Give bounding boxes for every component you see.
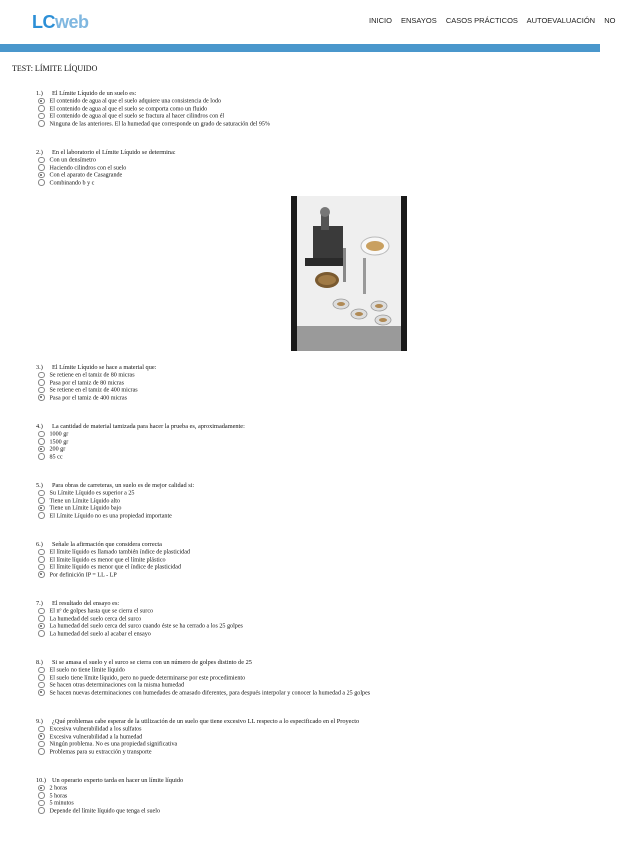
answer-label: Excesiva vulnerabilidad a los sulfatos [49, 726, 142, 733]
answer-option[interactable] [36, 121, 596, 129]
nav-no[interactable]: NO [604, 16, 616, 25]
answer-option[interactable] [36, 431, 596, 439]
answer-option[interactable] [36, 513, 596, 521]
question-7 [36, 600, 596, 638]
answer-option[interactable] [36, 98, 596, 106]
logo-web: web [55, 12, 89, 32]
radio-icon[interactable] [38, 726, 45, 733]
question-number: 2.) [36, 149, 43, 156]
answer-option[interactable] [36, 675, 596, 683]
nav-inicio[interactable]: INICIO [369, 16, 392, 25]
radio-icon[interactable] [38, 682, 45, 689]
answer-label: El límite líquido es menor que el índice de plasticidad [49, 564, 181, 571]
answer-option[interactable] [36, 623, 596, 631]
question-text [36, 423, 596, 431]
question-text [36, 659, 596, 667]
answer-option[interactable] [36, 372, 596, 380]
question-number: 4.) [36, 423, 43, 430]
answer-option[interactable] [36, 157, 596, 165]
question-prompt: ¿Qué problemas cabe esperar de la utilización de un suelo que tiene excesivo LL respecto a lo especificado en el Proyecto [52, 718, 360, 725]
answer-label: 1000 gr [49, 431, 69, 438]
radio-icon[interactable] [38, 630, 45, 637]
radio-selected-icon[interactable] [38, 785, 45, 792]
answer-option[interactable] [36, 505, 596, 513]
answer-option[interactable] [36, 387, 596, 395]
site-logo[interactable] [32, 12, 89, 33]
answer-label: Problemas para su extracción y transporte [49, 749, 152, 756]
radio-icon[interactable] [38, 105, 45, 112]
answer-label: El suelo no tiene límite líquido [49, 667, 125, 674]
answer-label: 1500 gr [49, 439, 69, 446]
radio-icon[interactable] [38, 120, 45, 127]
answer-option[interactable] [36, 564, 596, 572]
question-text [36, 90, 596, 98]
radio-icon[interactable] [38, 453, 45, 460]
question-text [36, 149, 596, 157]
question-text [36, 482, 596, 490]
answer-option[interactable] [36, 726, 596, 734]
answer-label: El nº de golpes hasta que se cierra el surco [49, 608, 154, 615]
answer-option[interactable] [36, 180, 596, 188]
question-2 [36, 149, 596, 187]
question-number: 5.) [36, 482, 43, 489]
radio-icon[interactable] [38, 792, 45, 799]
radio-icon[interactable] [38, 372, 45, 379]
radio-selected-icon[interactable] [38, 689, 45, 696]
answer-label: El contenido de agua al que el suelo adquiere una consistencia de lodo [49, 98, 222, 105]
radio-selected-icon[interactable] [38, 505, 45, 512]
answer-option[interactable] [36, 608, 596, 616]
question-text [36, 541, 596, 549]
answer-label: El límite líquido es menor que el límite plástico [49, 557, 166, 564]
radio-icon[interactable] [38, 157, 45, 164]
answer-option[interactable] [36, 172, 596, 180]
question-number: 1.) [36, 90, 43, 97]
site-header [0, 0, 616, 44]
question-text [36, 600, 596, 608]
answer-option[interactable] [36, 549, 596, 557]
question-prompt: En el laboratorio el Límite Líquido se determina: [52, 149, 176, 156]
radio-icon[interactable] [38, 387, 45, 394]
answer-option[interactable] [36, 498, 596, 506]
question-number: 8.) [36, 659, 43, 666]
question-number: 3.) [36, 364, 43, 371]
radio-icon[interactable] [38, 113, 45, 120]
answer-label: Se retiene en el tamiz de 80 micras [49, 372, 135, 379]
answer-label: Su Límite Líquido es superior a 25 [49, 490, 135, 497]
question-5 [36, 482, 596, 520]
question-number: 9.) [36, 718, 43, 725]
answer-label: 200 gr [49, 446, 66, 453]
radio-selected-icon[interactable] [38, 446, 45, 453]
radio-icon[interactable] [38, 431, 45, 438]
question-4 [36, 423, 596, 461]
answer-option[interactable] [36, 454, 596, 462]
question-prompt: Para obras de carreteras, un suelo es de mejor calidad si: [52, 482, 195, 489]
radio-selected-icon[interactable] [38, 98, 45, 105]
question-number: 6.) [36, 541, 43, 548]
answer-label: El suelo tiene límite líquido, pero no puede determinarse por este procedimiento [49, 675, 246, 682]
answer-label: El Límite Líquido no es una propiedad importante [49, 513, 172, 520]
answer-label: 5 horas [49, 793, 68, 800]
answer-option[interactable] [36, 741, 596, 749]
question-prompt: Señale la afirmación que considera correcta [52, 541, 162, 548]
radio-icon[interactable] [38, 512, 45, 519]
question-prompt: Si se amasa el suelo y el surco se cierra con un número de golpes distinto de 25 [52, 659, 252, 666]
answer-label: La humedad del suelo al acabar el ensayo [49, 631, 151, 638]
radio-icon[interactable] [38, 179, 45, 186]
answer-label: Tiene un Límite Líquido alto [49, 498, 121, 505]
nav-ensayos[interactable]: ENSAYOS [401, 16, 437, 25]
answer-label: El contenido de agua al que el suelo se fractura al hacer cilindros con él [49, 113, 225, 120]
radio-icon[interactable] [38, 490, 45, 497]
answer-label: Con un densímetro [49, 157, 96, 164]
casagrande-apparatus-photo [291, 196, 407, 351]
answer-option[interactable] [36, 113, 596, 121]
answer-option[interactable] [36, 572, 596, 580]
answer-label: Ningún problema. No es una propiedad significativa [49, 741, 178, 748]
answer-label: Con el aparato de Casagrande [49, 172, 123, 179]
header-divider-bar [0, 44, 600, 52]
question-9 [36, 718, 596, 756]
radio-icon[interactable] [38, 549, 45, 556]
nav-casos-practicos[interactable]: CASOS PRÁCTICOS [445, 16, 518, 25]
answer-label: Excesiva vulnerabilidad a la humedad [49, 734, 143, 741]
radio-selected-icon[interactable] [38, 172, 45, 179]
answer-option[interactable] [36, 446, 596, 454]
answer-label: Combinando b y c [49, 180, 95, 187]
answer-option[interactable] [36, 490, 596, 498]
answer-option[interactable] [36, 734, 596, 742]
question-6 [36, 541, 596, 579]
answer-label: 85 cc [49, 454, 63, 461]
radio-icon[interactable] [38, 741, 45, 748]
answer-label: Tiene un Límite Líquido bajo [49, 505, 122, 512]
answer-label: El contenido de agua al que el suelo se comporta como un fluido [49, 106, 208, 113]
answer-option[interactable] [36, 808, 596, 816]
radio-icon[interactable] [38, 497, 45, 504]
question-10 [36, 777, 596, 815]
radio-icon[interactable] [38, 674, 45, 681]
radio-icon[interactable] [38, 556, 45, 563]
answer-option[interactable] [36, 380, 596, 388]
answer-option[interactable] [36, 616, 596, 624]
question-text [36, 777, 596, 785]
answer-option[interactable] [36, 106, 596, 114]
answer-option[interactable] [36, 749, 596, 757]
answer-label: Se hacen nuevas determinaciones con humedades de amasado diferentes, para después interpolar y conocer la humedad a 25 golpes [49, 690, 371, 697]
radio-icon[interactable] [38, 608, 45, 615]
question-1 [36, 90, 596, 128]
answer-option[interactable] [36, 785, 596, 793]
answer-option[interactable] [36, 631, 596, 639]
radio-icon[interactable] [38, 379, 45, 386]
answer-label: Por definición IP = LL - LP [49, 572, 117, 579]
answer-label: 5 minutos [49, 800, 74, 807]
apparatus-illustration [291, 196, 407, 351]
radio-icon[interactable] [38, 800, 45, 807]
radio-icon[interactable] [38, 667, 45, 674]
radio-icon[interactable] [38, 748, 45, 755]
question-8 [36, 659, 596, 697]
answer-option[interactable] [36, 667, 596, 675]
radio-icon[interactable] [38, 807, 45, 814]
radio-icon[interactable] [38, 164, 45, 171]
nav-autoevaluacion[interactable]: AUTOEVALUACIÓN [526, 16, 596, 25]
radio-selected-icon[interactable] [38, 733, 45, 740]
question-prompt: El resultado del ensayo es: [52, 600, 120, 607]
question-number: 10.) [36, 777, 46, 784]
question-prompt: El Límite Líquido de un suelo es: [52, 90, 137, 97]
answer-label: Pasa por el tamiz de 80 micras [49, 380, 124, 387]
answer-option[interactable] [36, 793, 596, 801]
answer-option[interactable] [36, 800, 596, 808]
answer-option[interactable] [36, 682, 596, 690]
radio-icon[interactable] [38, 615, 45, 622]
answer-label: La humedad del suelo cerca del surco cuando éste se ha cerrado a los 25 golpes [49, 623, 243, 630]
radio-icon[interactable] [38, 438, 45, 445]
answer-label: Ninguna de las anteriores. El la humedad que corresponde un grado de saturación del 95% [49, 121, 270, 128]
logo-lc: LC [32, 12, 55, 32]
answer-option[interactable] [36, 557, 596, 565]
answer-label: Pasa por el tamiz de 400 micras [49, 395, 128, 402]
main-nav [369, 16, 622, 25]
answer-label: Depende del límite líquido que tenga el suelo [49, 808, 161, 815]
question-text [36, 718, 596, 726]
answer-option[interactable] [36, 395, 596, 403]
question-3 [36, 364, 596, 402]
answer-option[interactable] [36, 165, 596, 173]
radio-selected-icon[interactable] [38, 571, 45, 578]
answer-label: 2 horas [49, 785, 68, 792]
answer-option[interactable] [36, 690, 596, 698]
answer-label: La humedad del suelo cerca del surco [49, 616, 142, 623]
question-prompt: La cantidad de material tamizada para hacer la prueba es, aproximadamente: [52, 423, 245, 430]
answer-label: Haciendo cilindros con el suelo [49, 165, 127, 172]
question-text [36, 364, 596, 372]
question-prompt: El Límite Líquido se hace a material que: [52, 364, 157, 371]
question-prompt: Un operario experto tarda en hacer un límite líquido [52, 777, 184, 784]
answer-label: El límite líquido es llamado también índice de plasticidad [49, 549, 190, 556]
answer-label: Se hacen otras determinaciones con la misma humedad [49, 682, 185, 689]
radio-selected-icon[interactable] [38, 623, 45, 630]
answer-option[interactable] [36, 439, 596, 447]
page-title: TEST: LÍMITE LÍQUIDO [12, 64, 98, 73]
radio-selected-icon[interactable] [38, 394, 45, 401]
question-number: 7.) [36, 600, 43, 607]
radio-icon[interactable] [38, 564, 45, 571]
answer-label: Se retiene en el tamiz de 400 micras [49, 387, 138, 394]
